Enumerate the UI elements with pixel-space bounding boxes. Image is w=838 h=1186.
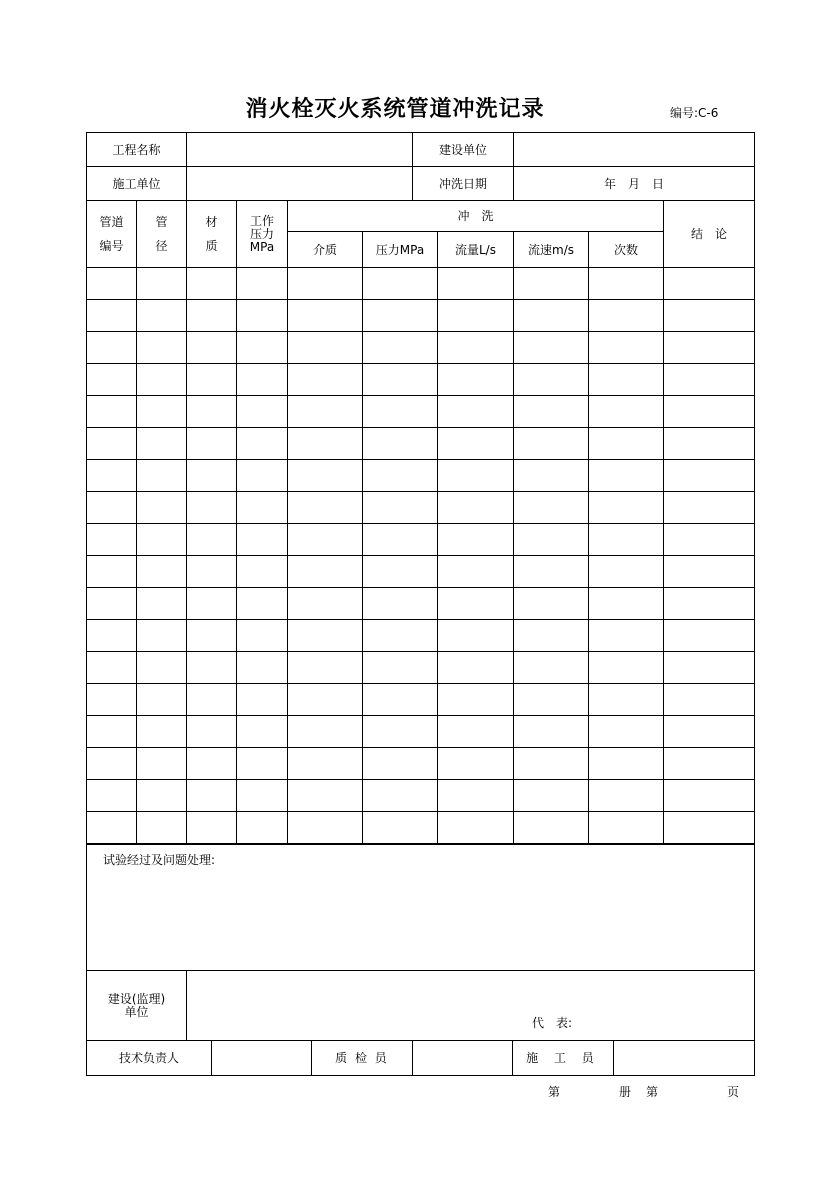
table-cell[interactable] [438, 620, 514, 652]
table-cell[interactable] [514, 300, 589, 332]
table-cell[interactable] [664, 588, 755, 620]
table-cell[interactable] [288, 428, 363, 460]
table-cell[interactable] [438, 428, 514, 460]
project-name-label: 工程名称 [87, 133, 187, 167]
footer-volume-label: 第 [548, 1085, 561, 1099]
table-cell[interactable] [137, 268, 187, 300]
table-cell[interactable] [187, 620, 237, 652]
table-cell[interactable] [87, 428, 137, 460]
table-row [87, 716, 755, 748]
table-cell[interactable] [514, 588, 589, 620]
representative-label: 代 表: [532, 1016, 573, 1030]
table-cell[interactable] [589, 524, 664, 556]
table-cell[interactable] [187, 492, 237, 524]
table-cell[interactable] [237, 428, 288, 460]
table-cell[interactable] [514, 524, 589, 556]
table-cell[interactable] [187, 364, 237, 396]
table-cell[interactable] [288, 556, 363, 588]
table-cell[interactable] [438, 396, 514, 428]
table-cell[interactable] [363, 300, 438, 332]
table-cell[interactable] [288, 300, 363, 332]
table-cell[interactable] [187, 588, 237, 620]
table-row [87, 268, 755, 300]
table-cell[interactable] [363, 556, 438, 588]
footer-page-label: 页 [727, 1085, 740, 1099]
notes-table [86, 844, 755, 1041]
table-cell[interactable] [187, 460, 237, 492]
col-pressure: 压力MPa [363, 232, 438, 268]
table-cell[interactable] [514, 748, 589, 780]
table-cell[interactable] [363, 812, 438, 844]
table-cell[interactable] [187, 396, 237, 428]
table-cell[interactable] [664, 460, 755, 492]
table-cell[interactable] [664, 620, 755, 652]
table-cell[interactable] [137, 396, 187, 428]
table-cell[interactable] [288, 268, 363, 300]
table-cell[interactable] [664, 556, 755, 588]
table-cell[interactable] [514, 812, 589, 844]
table-cell[interactable] [363, 716, 438, 748]
table-cell[interactable] [137, 748, 187, 780]
col-flow: 流量L/s [438, 232, 514, 268]
table-cell[interactable] [288, 812, 363, 844]
table-cell[interactable] [438, 652, 514, 684]
flush-date-field[interactable]: 年 月 日 [514, 167, 755, 201]
table-cell[interactable] [87, 460, 137, 492]
table-cell[interactable] [288, 620, 363, 652]
table-cell[interactable] [137, 652, 187, 684]
table-cell[interactable] [438, 556, 514, 588]
table-cell[interactable] [363, 428, 438, 460]
table-cell[interactable] [363, 588, 438, 620]
table-cell[interactable] [87, 716, 137, 748]
table-cell[interactable] [589, 396, 664, 428]
col-diameter: 管 径 [137, 201, 187, 268]
table-row [87, 620, 755, 652]
table-cell[interactable] [137, 588, 187, 620]
table-cell[interactable] [288, 492, 363, 524]
tech-lead-field[interactable] [212, 1041, 312, 1076]
table-cell[interactable] [187, 780, 237, 812]
table-cell[interactable] [87, 652, 137, 684]
table-cell[interactable] [87, 556, 137, 588]
notes-field[interactable] [87, 845, 755, 971]
flushing-table [86, 200, 755, 844]
client-field[interactable] [514, 133, 755, 167]
table-cell[interactable] [137, 332, 187, 364]
table-cell[interactable] [187, 748, 237, 780]
table-cell[interactable] [237, 300, 288, 332]
table-cell[interactable] [664, 364, 755, 396]
col-times: 次数 [589, 232, 664, 268]
table-cell[interactable] [137, 364, 187, 396]
table-row [87, 812, 755, 844]
qc-field[interactable] [413, 1041, 513, 1076]
table-cell[interactable] [87, 780, 137, 812]
table-cell[interactable] [237, 716, 288, 748]
table-cell[interactable] [87, 620, 137, 652]
table-row [87, 364, 755, 396]
table-cell[interactable] [664, 684, 755, 716]
table-cell[interactable] [438, 684, 514, 716]
table-cell[interactable] [438, 364, 514, 396]
table-cell[interactable] [237, 812, 288, 844]
table-row [87, 396, 755, 428]
flush-date-label: 冲洗日期 [413, 167, 514, 201]
table-cell[interactable] [363, 364, 438, 396]
table-cell[interactable] [363, 460, 438, 492]
table-cell[interactable] [438, 300, 514, 332]
table-cell[interactable] [438, 492, 514, 524]
table-row [87, 492, 755, 524]
table-row [87, 332, 755, 364]
table-cell[interactable] [589, 268, 664, 300]
table-cell[interactable] [664, 492, 755, 524]
table-cell[interactable] [87, 492, 137, 524]
tech-lead-label: 技术负责人 [87, 1041, 212, 1076]
table-cell[interactable] [237, 780, 288, 812]
col-material: 材 质 [187, 201, 237, 268]
table-cell[interactable] [514, 556, 589, 588]
table-row [87, 780, 755, 812]
table-cell[interactable] [589, 748, 664, 780]
table-cell[interactable] [514, 364, 589, 396]
table-row [87, 556, 755, 588]
table-cell[interactable] [514, 620, 589, 652]
table-cell[interactable] [363, 332, 438, 364]
table-cell[interactable] [514, 428, 589, 460]
table-cell[interactable] [514, 716, 589, 748]
table-cell[interactable] [363, 492, 438, 524]
table-cell[interactable] [363, 684, 438, 716]
table-cell[interactable] [187, 812, 237, 844]
table-cell[interactable] [589, 652, 664, 684]
table-cell[interactable] [438, 812, 514, 844]
table-cell[interactable] [288, 716, 363, 748]
table-cell[interactable] [87, 812, 137, 844]
table-cell[interactable] [589, 812, 664, 844]
col-medium: 介质 [288, 232, 363, 268]
table-cell[interactable] [237, 588, 288, 620]
table-cell[interactable] [589, 460, 664, 492]
table-cell[interactable] [438, 524, 514, 556]
table-cell[interactable] [514, 652, 589, 684]
table-cell[interactable] [237, 524, 288, 556]
qc-label: 质 检 员 [312, 1041, 413, 1076]
supervision-label: 建设(监理) 单位 [87, 971, 187, 1041]
table-cell[interactable] [514, 332, 589, 364]
table-cell[interactable] [363, 652, 438, 684]
form-number: 编号:C-6 [670, 106, 719, 120]
table-cell[interactable] [589, 620, 664, 652]
col-velocity: 流速m/s [514, 232, 589, 268]
table-cell[interactable] [137, 684, 187, 716]
table-cell[interactable] [664, 268, 755, 300]
table-cell[interactable] [187, 684, 237, 716]
table-cell[interactable] [87, 332, 137, 364]
table-cell[interactable] [237, 364, 288, 396]
table-cell[interactable] [237, 332, 288, 364]
table-cell[interactable] [237, 268, 288, 300]
table-cell[interactable] [288, 588, 363, 620]
table-cell[interactable] [363, 780, 438, 812]
table-cell[interactable] [137, 780, 187, 812]
table-cell[interactable] [237, 684, 288, 716]
table-cell[interactable] [187, 524, 237, 556]
col-conclusion: 结 论 [664, 201, 755, 268]
table-cell[interactable] [87, 684, 137, 716]
contractor-field[interactable] [187, 167, 413, 201]
table-row [87, 428, 755, 460]
table-cell[interactable] [589, 492, 664, 524]
table-row [87, 524, 755, 556]
table-cell[interactable] [87, 524, 137, 556]
table-cell[interactable] [589, 716, 664, 748]
col-flushing-group: 冲 洗 [288, 201, 664, 232]
table-cell[interactable] [87, 268, 137, 300]
table-row [87, 588, 755, 620]
table-cell[interactable] [137, 524, 187, 556]
notes-label: 试验经过及问题处理: [103, 853, 216, 867]
table-cell[interactable] [363, 268, 438, 300]
table-cell[interactable] [664, 652, 755, 684]
table-row [87, 748, 755, 780]
table-cell[interactable] [514, 268, 589, 300]
table-cell[interactable] [514, 396, 589, 428]
table-cell[interactable] [438, 268, 514, 300]
table-cell[interactable] [137, 428, 187, 460]
table-cell[interactable] [288, 460, 363, 492]
client-label: 建设单位 [413, 133, 514, 167]
table-cell[interactable] [589, 364, 664, 396]
table-cell[interactable] [589, 588, 664, 620]
table-cell[interactable] [288, 780, 363, 812]
footer-page-prefix: 第 [646, 1085, 659, 1099]
table-row [87, 460, 755, 492]
table-cell[interactable] [237, 748, 288, 780]
footer-book-label: 册 [619, 1085, 632, 1099]
signature-table [86, 1040, 755, 1076]
table-cell[interactable] [187, 300, 237, 332]
table-cell[interactable] [237, 652, 288, 684]
form-title: 消火栓灭火系统管道冲洗记录 [245, 97, 545, 122]
table-cell[interactable] [187, 556, 237, 588]
col-working-pressure: 工作 压力 MPa [237, 201, 288, 268]
table-cell[interactable] [137, 300, 187, 332]
data-rows [87, 268, 755, 844]
table-cell[interactable] [438, 748, 514, 780]
table-cell[interactable] [137, 812, 187, 844]
table-cell[interactable] [589, 684, 664, 716]
table-cell[interactable] [363, 396, 438, 428]
worker-label: 施 工 员 [513, 1041, 614, 1076]
table-cell[interactable] [438, 332, 514, 364]
table-cell[interactable] [187, 332, 237, 364]
table-cell[interactable] [664, 780, 755, 812]
table-cell[interactable] [237, 492, 288, 524]
table-cell[interactable] [87, 748, 137, 780]
table-cell[interactable] [664, 396, 755, 428]
table-cell[interactable] [87, 364, 137, 396]
table-cell[interactable] [664, 300, 755, 332]
table-cell[interactable] [137, 492, 187, 524]
table-cell[interactable] [514, 780, 589, 812]
table-row [87, 684, 755, 716]
table-cell[interactable] [363, 620, 438, 652]
table-cell[interactable] [237, 620, 288, 652]
contractor-label: 施工单位 [87, 167, 187, 201]
table-cell[interactable] [589, 428, 664, 460]
table-cell[interactable] [664, 716, 755, 748]
col-pipe-no: 管道 编号 [87, 201, 137, 268]
table-cell[interactable] [187, 268, 237, 300]
table-cell[interactable] [288, 524, 363, 556]
table-cell[interactable] [438, 460, 514, 492]
table-cell[interactable] [664, 812, 755, 844]
table-cell[interactable] [288, 652, 363, 684]
table-cell[interactable] [363, 524, 438, 556]
table-cell[interactable] [438, 588, 514, 620]
table-row [87, 300, 755, 332]
worker-field[interactable] [614, 1041, 755, 1076]
table-row [87, 652, 755, 684]
table-cell[interactable] [589, 300, 664, 332]
project-name-field[interactable] [187, 133, 413, 167]
table-cell[interactable] [438, 780, 514, 812]
table-cell[interactable] [87, 588, 137, 620]
header-table [86, 132, 755, 201]
table-cell[interactable] [288, 748, 363, 780]
table-cell[interactable] [187, 716, 237, 748]
table-cell[interactable] [514, 460, 589, 492]
table-cell[interactable] [664, 748, 755, 780]
table-cell[interactable] [438, 716, 514, 748]
table-cell[interactable] [363, 748, 438, 780]
table-cell[interactable] [87, 300, 137, 332]
table-cell[interactable] [288, 332, 363, 364]
table-cell[interactable] [288, 364, 363, 396]
table-cell[interactable] [187, 428, 237, 460]
table-cell[interactable] [514, 492, 589, 524]
table-cell[interactable] [237, 460, 288, 492]
table-cell[interactable] [664, 332, 755, 364]
table-cell[interactable] [514, 684, 589, 716]
table-cell[interactable] [137, 620, 187, 652]
table-cell[interactable] [664, 428, 755, 460]
table-cell[interactable] [237, 556, 288, 588]
table-cell[interactable] [589, 332, 664, 364]
supervision-field[interactable] [187, 971, 755, 1041]
table-cell[interactable] [288, 684, 363, 716]
table-cell[interactable] [187, 652, 237, 684]
table-cell[interactable] [137, 716, 187, 748]
table-cell[interactable] [237, 396, 288, 428]
table-cell[interactable] [87, 396, 137, 428]
table-cell[interactable] [137, 556, 187, 588]
table-cell[interactable] [137, 460, 187, 492]
table-cell[interactable] [664, 524, 755, 556]
table-cell[interactable] [589, 556, 664, 588]
table-cell[interactable] [589, 780, 664, 812]
table-cell[interactable] [288, 396, 363, 428]
